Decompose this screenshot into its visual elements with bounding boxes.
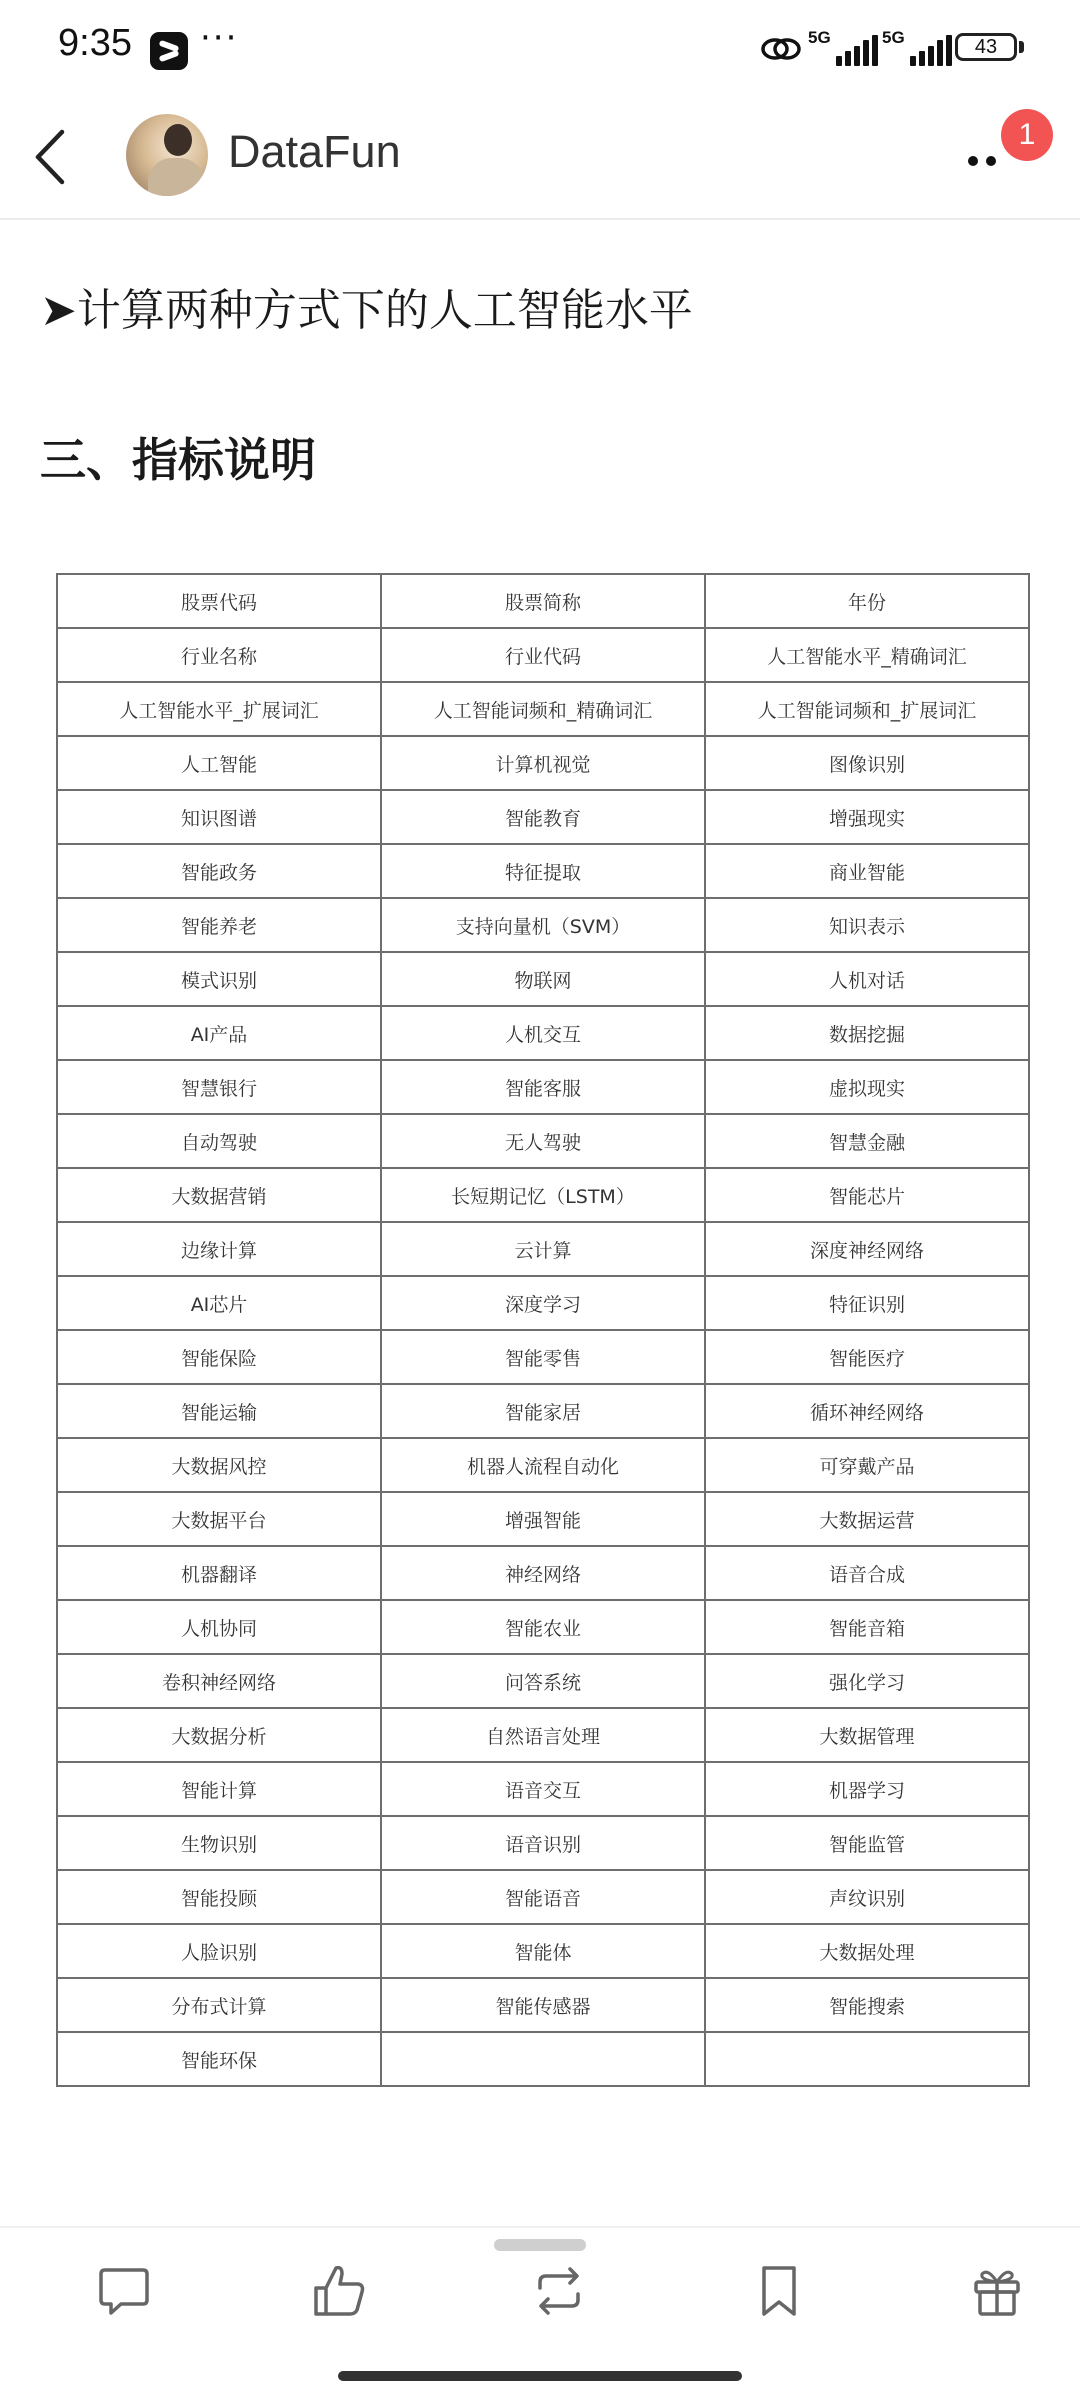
table-cell: 深度学习	[381, 1276, 705, 1330]
table-cell: 云计算	[381, 1222, 705, 1276]
avatar-body	[148, 158, 204, 196]
bookmark-icon[interactable]	[750, 2262, 808, 2320]
table-row	[57, 1870, 1029, 1924]
table-cell: 人工智能	[57, 736, 381, 790]
table-cell: 智慧金融	[705, 1114, 1029, 1168]
table-cell: 大数据运营	[705, 1492, 1029, 1546]
table-row	[57, 682, 1029, 736]
table-cell: 物联网	[381, 952, 705, 1006]
table-cell: 大数据平台	[57, 1492, 381, 1546]
table-cell: 智能医疗	[705, 1330, 1029, 1384]
table-cell: 智能传感器	[381, 1978, 705, 2032]
avatar-head	[164, 124, 192, 156]
table-cell: 支持向量机（SVM）	[381, 898, 705, 952]
table-cell: 增强智能	[381, 1492, 705, 1546]
network-type-label-2: 5G	[882, 28, 905, 47]
avatar[interactable]	[126, 114, 208, 196]
table-cell: 增强现实	[705, 790, 1029, 844]
drag-handle[interactable]	[494, 2239, 586, 2251]
table-row	[57, 1384, 1029, 1438]
table-cell: 智能养老	[57, 898, 381, 952]
table-cell: 智能零售	[381, 1330, 705, 1384]
table-cell: 无人驾驶	[381, 1114, 705, 1168]
table-cell: 大数据风控	[57, 1438, 381, 1492]
table-cell: 数据挖掘	[705, 1006, 1029, 1060]
table-row	[57, 736, 1029, 790]
table-cell: 分布式计算	[57, 1978, 381, 2032]
status-bar	[0, 0, 1080, 100]
table-cell: 深度神经网络	[705, 1222, 1029, 1276]
table-row	[57, 1276, 1029, 1330]
link-icon	[760, 34, 802, 64]
table-cell: 语音合成	[705, 1546, 1029, 1600]
table-row	[57, 1438, 1029, 1492]
table-row	[57, 574, 1029, 628]
table-cell: 人机交互	[381, 1006, 705, 1060]
signal-strength-icon-2	[882, 30, 956, 66]
table-cell: 智慧银行	[57, 1060, 381, 1114]
bottom-divider	[0, 2226, 1080, 2228]
signal-strength-icon	[808, 30, 882, 66]
table-row	[57, 1654, 1029, 1708]
table-row	[57, 1492, 1029, 1546]
table-cell: 边缘计算	[57, 1222, 381, 1276]
table-cell: 智能音箱	[705, 1600, 1029, 1654]
table-row	[57, 1546, 1029, 1600]
table-cell	[381, 2032, 705, 2086]
table-row	[57, 1816, 1029, 1870]
table-cell: 智能客服	[381, 1060, 705, 1114]
table-cell: 问答系统	[381, 1654, 705, 1708]
more-dot	[968, 156, 978, 166]
table-cell: 大数据分析	[57, 1708, 381, 1762]
table-cell: 特征识别	[705, 1276, 1029, 1330]
table-cell: 语音交互	[381, 1762, 705, 1816]
table-cell: 行业代码	[381, 628, 705, 682]
section-heading: 三、指标说明	[40, 433, 316, 487]
table-cell: 强化学习	[705, 1654, 1029, 1708]
table-row	[57, 1006, 1029, 1060]
table-cell: 人机协同	[57, 1600, 381, 1654]
table-cell: 大数据管理	[705, 1708, 1029, 1762]
table-cell: 智能语音	[381, 1870, 705, 1924]
table-row	[57, 1600, 1029, 1654]
table-cell: 神经网络	[381, 1546, 705, 1600]
back-button[interactable]	[24, 122, 84, 192]
capcut-notification-icon	[150, 32, 188, 70]
table-cell: 自动驾驶	[57, 1114, 381, 1168]
network-type-label: 5G	[808, 28, 831, 47]
table-cell: 循环神经网络	[705, 1384, 1029, 1438]
table-row	[57, 952, 1029, 1006]
table-cell: 智能计算	[57, 1762, 381, 1816]
battery-icon: 43	[955, 33, 1017, 61]
table-cell: 大数据处理	[705, 1924, 1029, 1978]
table-cell: 人工智能水平_精确词汇	[705, 628, 1029, 682]
table-cell: 智能环保	[57, 2032, 381, 2086]
table-cell: 智能监管	[705, 1816, 1029, 1870]
table-cell: AI产品	[57, 1006, 381, 1060]
table-cell: 人机对话	[705, 952, 1029, 1006]
table-cell: 智能芯片	[705, 1168, 1029, 1222]
table-cell: 特征提取	[381, 844, 705, 898]
home-indicator[interactable]	[338, 2371, 742, 2381]
status-time: 9:35	[58, 22, 132, 64]
indicator-table	[56, 573, 1030, 2087]
comment-icon[interactable]	[95, 2262, 153, 2320]
table-cell: 可穿戴产品	[705, 1438, 1029, 1492]
table-cell: 商业智能	[705, 844, 1029, 898]
table-cell: 声纹识别	[705, 1870, 1029, 1924]
bullet-text: ➤计算两种方式下的人工智能水平	[40, 285, 693, 336]
notification-badge: 1	[1001, 109, 1053, 161]
table-cell: 股票简称	[381, 574, 705, 628]
table-row	[57, 1060, 1029, 1114]
table-cell: 生物识别	[57, 1816, 381, 1870]
table-cell: 智能政务	[57, 844, 381, 898]
table-cell: 计算机视觉	[381, 736, 705, 790]
like-icon[interactable]	[310, 2262, 368, 2320]
table-cell: 智能搜索	[705, 1978, 1029, 2032]
table-cell: 模式识别	[57, 952, 381, 1006]
table-row	[57, 1114, 1029, 1168]
table-cell: 人工智能水平_扩展词汇	[57, 682, 381, 736]
table-cell: 机器学习	[705, 1762, 1029, 1816]
table-cell: 人工智能词频和_扩展词汇	[705, 682, 1029, 736]
table-cell: 人工智能词频和_精确词汇	[381, 682, 705, 736]
gift-icon[interactable]	[968, 2262, 1026, 2320]
table-cell: 语音识别	[381, 1816, 705, 1870]
table-cell: 智能体	[381, 1924, 705, 1978]
table-cell: 卷积神经网络	[57, 1654, 381, 1708]
table-cell: 智能教育	[381, 790, 705, 844]
table-cell: 机器翻译	[57, 1546, 381, 1600]
table-cell: 大数据营销	[57, 1168, 381, 1222]
table-cell: 长短期记忆（LSTM）	[381, 1168, 705, 1222]
table-row	[57, 2032, 1029, 2086]
table-cell: 机器人流程自动化	[381, 1438, 705, 1492]
table-row	[57, 898, 1029, 952]
table-row	[57, 790, 1029, 844]
table-row	[57, 1708, 1029, 1762]
table-cell	[705, 2032, 1029, 2086]
table-cell: 人脸识别	[57, 1924, 381, 1978]
repost-icon[interactable]	[530, 2262, 588, 2320]
more-notifications-indicator: ···	[200, 18, 239, 58]
table-cell: 股票代码	[57, 574, 381, 628]
table-cell: AI芯片	[57, 1276, 381, 1330]
table-cell: 行业名称	[57, 628, 381, 682]
table-row	[57, 1168, 1029, 1222]
table-row	[57, 1978, 1029, 2032]
table-cell: 智能投顾	[57, 1870, 381, 1924]
table-cell: 智能农业	[381, 1600, 705, 1654]
table-cell: 图像识别	[705, 736, 1029, 790]
account-name[interactable]: DataFun	[228, 126, 401, 177]
table-row	[57, 1222, 1029, 1276]
table-row	[57, 1330, 1029, 1384]
battery-tip	[1019, 41, 1024, 53]
app-header	[0, 100, 1080, 220]
table-cell: 虚拟现实	[705, 1060, 1029, 1114]
table-row	[57, 1924, 1029, 1978]
table-cell: 年份	[705, 574, 1029, 628]
table-cell: 智能保险	[57, 1330, 381, 1384]
table-cell: 智能家居	[381, 1384, 705, 1438]
table-cell: 智能运输	[57, 1384, 381, 1438]
table-row	[57, 628, 1029, 682]
table-cell: 知识图谱	[57, 790, 381, 844]
table-row	[57, 844, 1029, 898]
table-cell: 知识表示	[705, 898, 1029, 952]
table-cell: 自然语言处理	[381, 1708, 705, 1762]
table-row	[57, 1762, 1029, 1816]
more-dot	[986, 156, 996, 166]
